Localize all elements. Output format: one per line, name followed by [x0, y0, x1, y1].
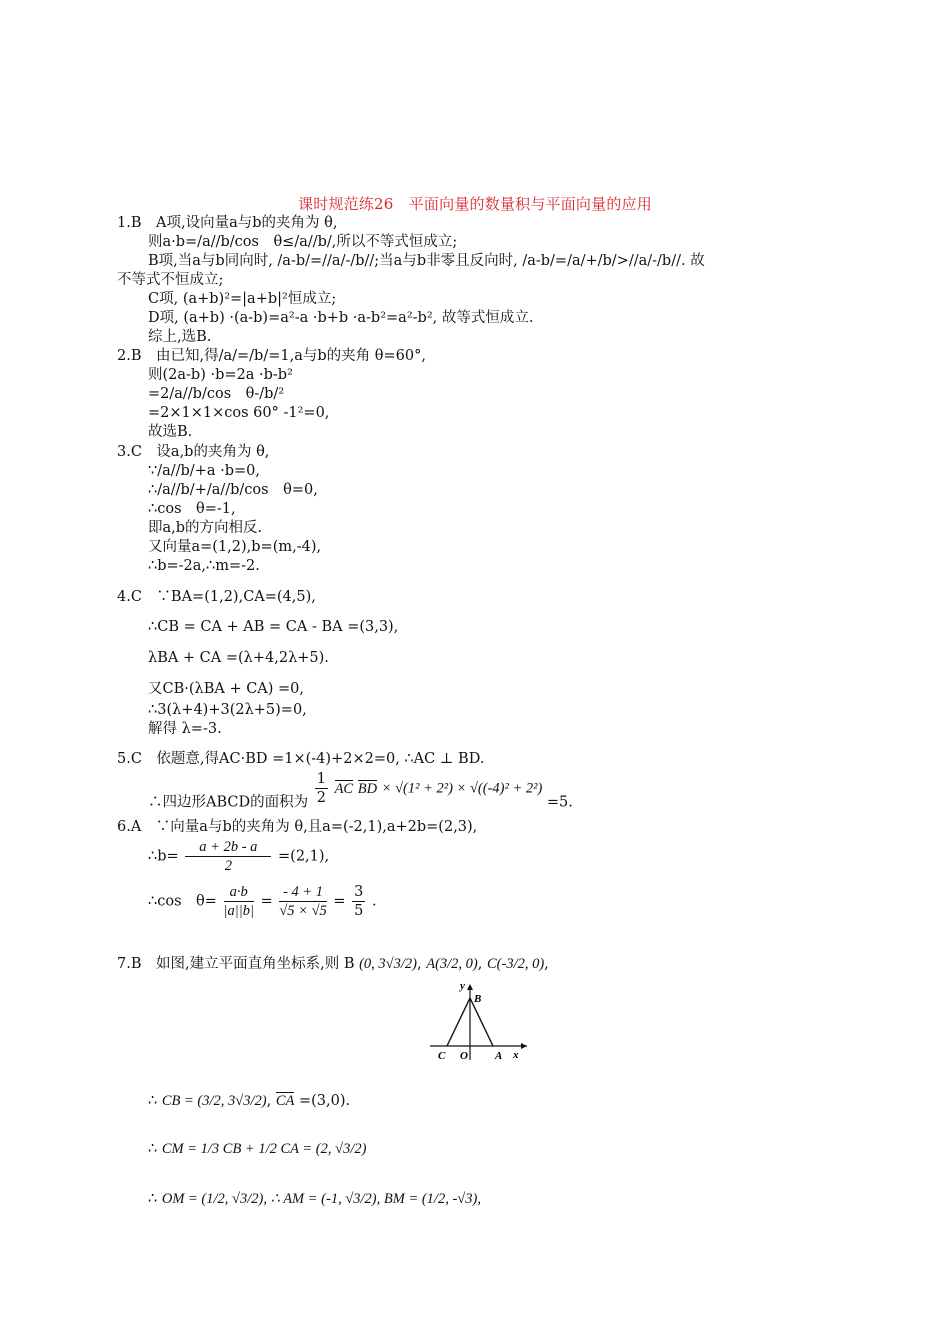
side-cb [447, 998, 470, 1046]
area-expression: × √(1² + 2²) × √((-4)² + 2²) [381, 780, 543, 797]
cb-line: ∴ CB = (3/2, 3√3/2), CA =(3,0). [148, 1093, 351, 1109]
half-fraction: $\frac{1}{2}$ [316, 771, 326, 806]
cm-expression: CM = 1/3 CB + 1/2 CA = (2, √3/2) [161, 1141, 367, 1157]
answer-line: 6.A ∵向量a与b的夹角为 θ,且a=(-2,1),a+2b=(2,3), [117, 819, 478, 835]
label-b: B [474, 993, 482, 1005]
cos-fraction-2: $\frac{- 4 + 1}{√5 \times √5}$ [279, 884, 327, 919]
answer-line: =2/a//b/cos θ-/b/² [148, 386, 285, 402]
answer-line: 综上,选B. [148, 329, 212, 345]
answer-line: 即a,b的方向相反. [148, 520, 263, 536]
page-title: 课时规范练26 平面向量的数量积与平面向量的应用 [298, 195, 652, 213]
answer-line: D项, (a+b) ·(a-b)=a²-a ·b+b ·a-b²=a²-b², 故等式恒成立. [148, 310, 534, 326]
cos-fraction-1: $\frac{a\cdot b}{|a||b|}$ [223, 884, 254, 919]
answer-line: 2.B 由已知,得/a/=/b/=1,a与b的夹角 θ=60°, [117, 348, 426, 364]
cm-line: ∴ CM = 1/3 CB + 1/2 CA = (2, √3/2) [148, 1141, 367, 1157]
answer-line: 解得 λ=-3. [148, 721, 222, 737]
label-x: x [513, 1049, 519, 1061]
cos-fraction-3: $\frac{3}{5}$ [354, 884, 364, 919]
y-arrow-icon [467, 984, 473, 990]
point-a: A(3/2, 0) [426, 956, 478, 972]
label-y: y [460, 980, 465, 992]
om-expression: OM = (1/2, √3/2), ∴ AM = (-1, √3/2), BM = (1/2, -√3), [161, 1191, 481, 1207]
vector-bd: BD [357, 780, 378, 797]
answer-line: ∴b=-2a,∴m=-2. [148, 558, 260, 574]
answer-line: 又CB·(λBA + CA) =0, [148, 681, 305, 697]
ca-vector: CA [275, 1093, 295, 1109]
answer-line-7: 7.B 如图,建立平面直角坐标系,则 B (0, 3√3/2), A(3/2, 0), C(-3/2, 0), [117, 956, 549, 972]
cb-vector: CB = (3/2, 3√3/2) [161, 1093, 267, 1109]
om-line: ∴ OM = (1/2, √3/2), ∴ AM = (-1, √3/2), BM = (1/2, -√3), [148, 1191, 481, 1207]
coordinate-figure [425, 980, 535, 1065]
answer-line: 不等式不恒成立; [117, 272, 224, 288]
answer-line: 3.C 设a,b的夹角为 θ, [117, 444, 270, 460]
answer-line: ∵/a//b/+a ·b=0, [148, 463, 260, 479]
area-label: ∴四边形ABCD的面积为 [148, 794, 309, 811]
point-b: (0, 3√3/2) [359, 956, 417, 972]
cos-formula-line: ∴cos θ= $\frac{a\cdot b}{|a||b|}$ = $\frac{- 4 + 1}{√5 \times √5}$ = $\frac{3}{5}$ . [148, 884, 377, 919]
answer-line: ∴CB = CA + AB = CA - BA =(3,3), [148, 619, 399, 635]
vector-ac: AC [334, 780, 354, 797]
answer-line: ∴/a//b/+/a//b/cos θ=0, [148, 482, 318, 498]
answer-line: ∴cos θ=-1, [148, 501, 236, 517]
area-result: =5. [546, 794, 573, 811]
answer-line: C项, (a+b)²=|a+b|²恒成立; [148, 291, 337, 307]
label-c: C [438, 1050, 446, 1062]
answer-line: λBA + CA =(λ+4,2λ+5). [148, 650, 329, 666]
side-ab [470, 998, 493, 1046]
label-a: A [495, 1050, 503, 1062]
point-c: C(-3/2, 0) [486, 956, 545, 972]
b-formula-line: ∴b= $\frac{a + 2b - a}{2}$ =(2,1), [148, 839, 330, 874]
answer-line: 则a·b=/a//b/cos θ≤/a//b/,所以不等式恒成立; [148, 234, 458, 250]
answer-line: 则(2a-b) ·b=2a ·b-b² [148, 367, 293, 383]
label-o: O [460, 1050, 468, 1062]
answer-line: =2×1×1×cos 60° -1²=0, [148, 405, 330, 421]
answer-line: ∴3(λ+4)+3(2λ+5)=0, [148, 702, 307, 718]
b-fraction: $\frac{a + 2b - a}{2}$ [185, 838, 271, 875]
answer-line: 4.C ∵BA=(1,2),CA=(4,5), [117, 589, 316, 605]
x-arrow-icon [521, 1043, 527, 1049]
answer-line: 5.C 依题意,得AC·BD =1×(-4)+2×2=0, ∴AC ⊥ BD. [117, 751, 485, 767]
area-formula-line [148, 770, 573, 814]
answer-line: 1.B A项,设向量a与b的夹角为 θ, [117, 215, 338, 231]
answer-line: 故选B. [148, 424, 193, 440]
answer-line: B项,当a与b同向时, /a-b/=//a/-/b//;当a与b非零且反向时, /a-b/=/a/+/b/>//a/-/b//. 故 [148, 253, 705, 269]
answer-line: 又向量a=(1,2),b=(m,-4), [148, 539, 322, 555]
